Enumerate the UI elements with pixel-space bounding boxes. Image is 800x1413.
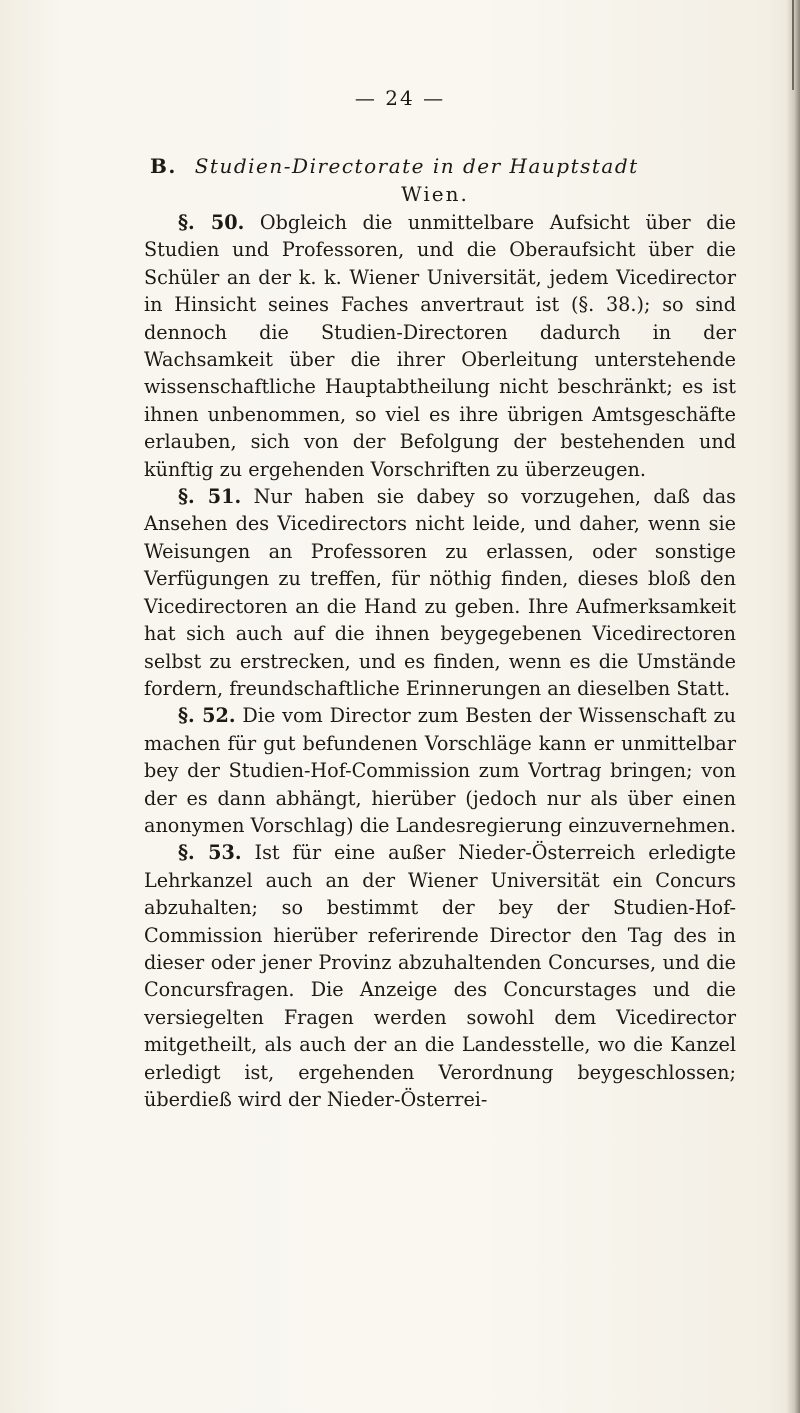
paragraph-text: Ist für eine außer Nieder-Österreich erledigte Lehrkanzel auch an der Wiener Universität ein Concurs abzuhalten; so bestimmt der bey der Studien-Hof-Commission hierüber referirende Director den Tag des in dieser oder jener Provinz abzuhaltenden Concurses, und die Concursfragen. Die Anzeige des Concurstages und die versiegelten Fragen werden sowohl dem Vicedirector mitgetheilt, als auch der an die Landesstelle, wo die Kanzel erledigt ist, ergehenden Verordnung beygeschlossen; überdieß wird der Nieder-Österrei- [144,841,736,1111]
paragraph-section-number: §. 53. [178,841,242,865]
section-city: Wien. [401,182,469,206]
paragraph-section-number: §. 51. [178,485,242,509]
paragraph-text: Nur haben sie dabey so vorzugehen, daß das Ansehen des Vicedirectors nicht leide, und daher, wenn sie Weisungen an Professoren zu erlassen, oder sonstige Verfügungen zu treffen, für nöthig finden, dieses bloß den Vicedirectoren an die Hand zu geben. Ihre Aufmerksamkeit hat sich auch auf die ihnen beygegebenen Vicedirectoren selbst zu erstrecken, und es finden, wenn es die Umstände fordern, freundschaftliche Erinnerungen an dieselben Statt. [144,485,736,700]
body-text [144,209,736,1113]
paragraph-50 [144,209,736,483]
paragraph-53 [144,839,736,1113]
section-title: Studien-Directorate in der Hauptstadt [194,154,639,178]
paragraph-51 [144,483,736,702]
paragraph-52 [144,702,736,839]
section-letter: B. [150,154,177,178]
paragraph-text: Die vom Director zum Besten der Wissenschaft zu machen für gut befundenen Vorschläge kann er unmittelbar bey der Studien-Hof-Commission zum Vortrag bringen; von der es dann abhängt, hierüber (jedoch nur als über einen anonymen Vorschlag) die Landesregierung einzuvernehmen. [144,704,736,837]
section-heading [150,154,720,206]
paragraph-text: Obgleich die unmittelbare Aufsicht über die Studien und Professoren, und die Oberaufsicht über die Schüler an der k. k. Wiener Universität, jedem Vicedirector in Hinsicht seines Faches anvertraut ist (§. 38.); so sind dennoch die Studien-Directoren dadurch in der Wachsamkeit über die ihrer Oberleitung unterstehende wissenschaftliche Hauptabtheilung nicht beschränkt; es ist ihnen unbenommen, so viel es ihre übrigen Amtsgeschäfte erlauben, sich von der Befolgung der bestehenden und künftig zu ergehenden Vorschriften zu überzeugen. [144,211,737,481]
paragraph-section-number: §. 52. [178,704,236,728]
page-edge-shadow [786,0,800,1413]
page-number: — 24 — [354,86,446,110]
page-edge-line [792,0,794,90]
paragraph-section-number: §. 50. [178,211,245,234]
